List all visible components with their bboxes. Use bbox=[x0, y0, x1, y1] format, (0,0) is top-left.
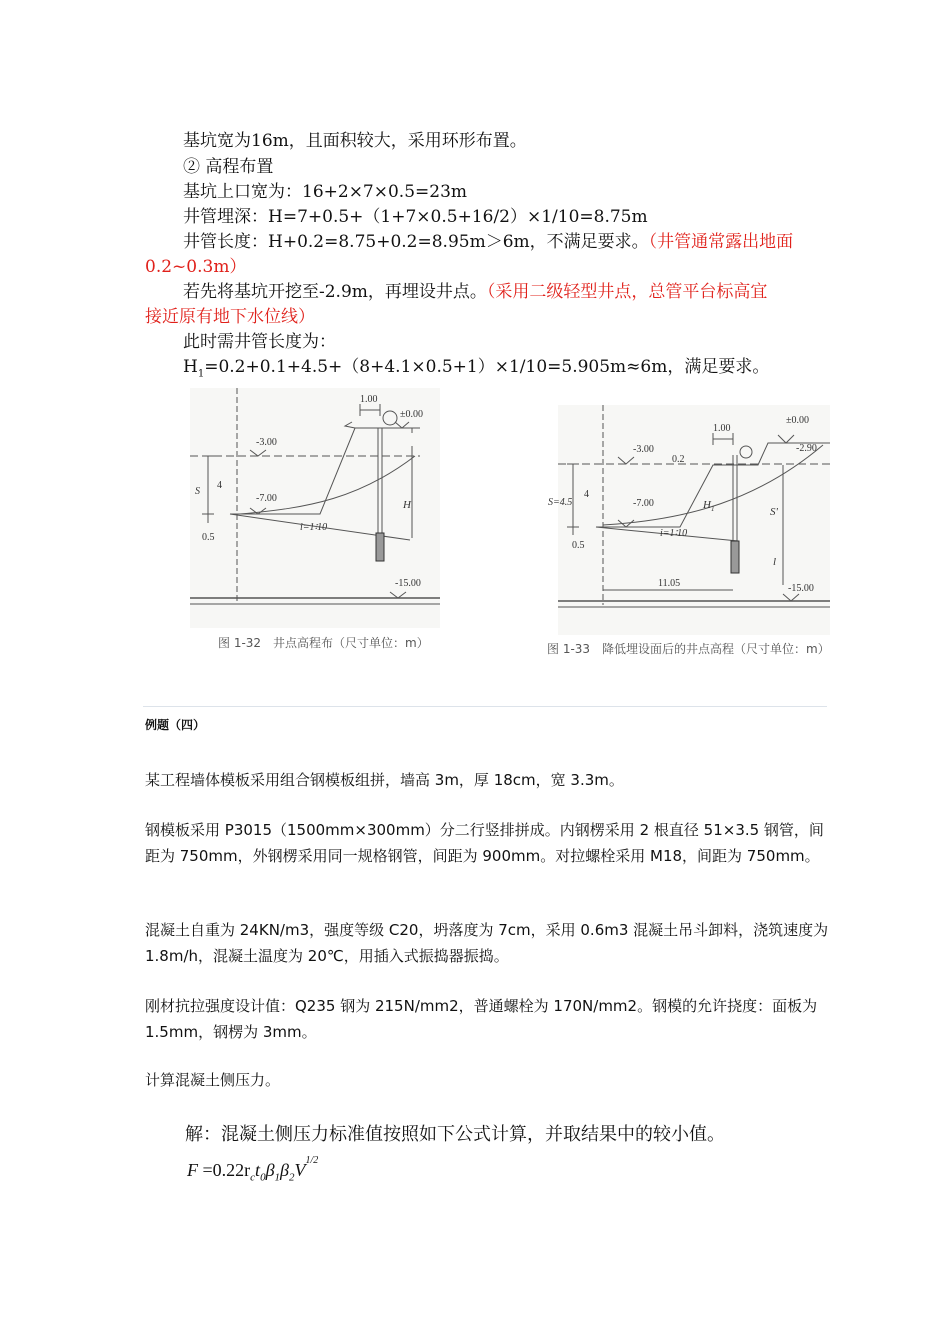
fig2-sprime-label: S' bbox=[770, 506, 778, 518]
figure-1-32-caption: 图 1-32 井点高程布（尺寸单位：m） bbox=[218, 636, 429, 650]
text-line-h1-calc bbox=[183, 355, 769, 386]
text-line-burial-depth: 井管埋深：H=7+0.5+（1+7×0.5+16/2）×1/10=8.75m bbox=[183, 207, 648, 227]
fig1-deep-level: -15.00 bbox=[395, 578, 421, 589]
text-line-pipe-length bbox=[183, 230, 793, 254]
pipe-length-note-cont: 0.2~0.3m） bbox=[145, 257, 247, 277]
text-line-pit-width: 基坑宽为16m，且面积较大，采用环形布置。 bbox=[183, 131, 527, 151]
fig1-s-label: S bbox=[195, 486, 200, 497]
text-line-excavate bbox=[183, 280, 767, 304]
fig1-water-level: -3.00 bbox=[256, 437, 277, 448]
h1-symbol: H bbox=[183, 357, 198, 377]
text-line-top-width: 基坑上口宽为：16+2×7×0.5=23m bbox=[183, 182, 468, 202]
solution-text: 解：混凝土侧压力标准值按照如下公式计算，并取结果中的较小值。 bbox=[185, 1124, 725, 1145]
fig2-platform-level: -2.90 bbox=[796, 443, 817, 454]
figure-1-33-drawing bbox=[548, 405, 830, 635]
fig2-top-width: 1.00 bbox=[713, 423, 731, 434]
example-paragraph-3: 混凝土自重为 24KN/m3，强度等级 C20，坍落度为 7cm，采用 0.6m3 混凝土吊斗卸料，浇筑速度为 1.8m/h，混凝土温度为 20℃，用插入式振捣器振捣。 bbox=[145, 921, 829, 965]
example-title: 例题（四） bbox=[145, 718, 206, 732]
text-line-required-length: 此时需井管长度为： bbox=[183, 332, 336, 352]
fig1-bottom-level: -7.00 bbox=[256, 493, 277, 504]
fig1-four-label: 4 bbox=[217, 480, 222, 491]
excavate-note: （采用二级轻型井点，总管平台标高宜 bbox=[486, 282, 768, 302]
h1-formula: =0.2+0.1+4.5+（8+4.1×0.5+1）×1/10=5.905m≈6m，满足要求。 bbox=[204, 357, 770, 377]
figure-1-33-caption: 图 1-33 降低埋设面后的井点高程（尺寸单位：m） bbox=[547, 642, 830, 656]
fig1-h-label: H bbox=[403, 499, 411, 511]
lateral-pressure-formula: $F =0.22r_ct_0\beta_1\beta_2V^{1/2}$ bbox=[187, 1155, 319, 1184]
fig2-width-label: 11.05 bbox=[658, 578, 681, 589]
fig2-gap-label: 0.2 bbox=[672, 454, 685, 465]
excavate-note-cont: 接近原有地下水位线） bbox=[145, 307, 315, 327]
fig2-slope-label: i=1∶10 bbox=[660, 528, 688, 539]
pipe-length-note: （井管通常露出地面 bbox=[648, 232, 794, 252]
figure-1-33 bbox=[548, 405, 830, 635]
figure-1-32 bbox=[190, 388, 440, 628]
fig2-h1-label: $H_1$ bbox=[703, 499, 715, 513]
fig2-bottom-level: -7.00 bbox=[633, 498, 654, 509]
figure-1-32-drawing bbox=[190, 388, 440, 628]
excavate-text: 若先将基坑开挖至-2.9m，再埋设井点。 bbox=[183, 282, 487, 302]
fig2-ground-level: ±0.00 bbox=[786, 415, 809, 426]
fig2-deep-level: -15.00 bbox=[788, 583, 814, 594]
text-line-elevation-heading: ② 高程布置 bbox=[183, 157, 274, 177]
example-paragraph-2: 钢模板采用 P3015（1500mm×300mm）分二行竖排拼成。内钢楞采用 2 根直径 51×3.5 钢管，间距为 750mm，外钢楞采用同一规格钢管，间距为 900mm。对拉螺栓采用 M18，间距为 750mm。 bbox=[145, 821, 824, 865]
fig1-half-label: 0.5 bbox=[202, 532, 215, 543]
fig2-water-level: -3.00 bbox=[633, 444, 654, 455]
fig1-ground-level: ±0.00 bbox=[400, 409, 423, 420]
example-paragraph-1: 某工程墙体模板采用组合钢模板组拼，墙高 3m，厚 18cm，宽 3.3m。 bbox=[145, 771, 624, 789]
fig1-top-width: 1.00 bbox=[360, 394, 378, 405]
example-paragraph-5: 计算混凝土侧压力。 bbox=[145, 1071, 281, 1089]
fig1-slope-label: i=1∶10 bbox=[300, 522, 328, 533]
fig2-four-label: 4 bbox=[584, 489, 589, 500]
h1-subscript: 1 bbox=[197, 368, 205, 380]
fig2-l-label: l bbox=[773, 556, 777, 568]
fig2-s-label: S=4.5 bbox=[548, 497, 573, 508]
pipe-length-text: 井管长度：H+0.2=8.75+0.2=8.95m＞6m，不满足要求。 bbox=[183, 232, 649, 252]
section-divider bbox=[143, 706, 827, 707]
fig2-half-label: 0.5 bbox=[572, 540, 585, 551]
example-paragraph-4: 刚材抗拉强度设计值：Q235 钢为 215N/mm2，普通螺栓为 170N/mm2。钢模的允许挠度：面板为 1.5mm，钢楞为 3mm。 bbox=[145, 997, 818, 1041]
